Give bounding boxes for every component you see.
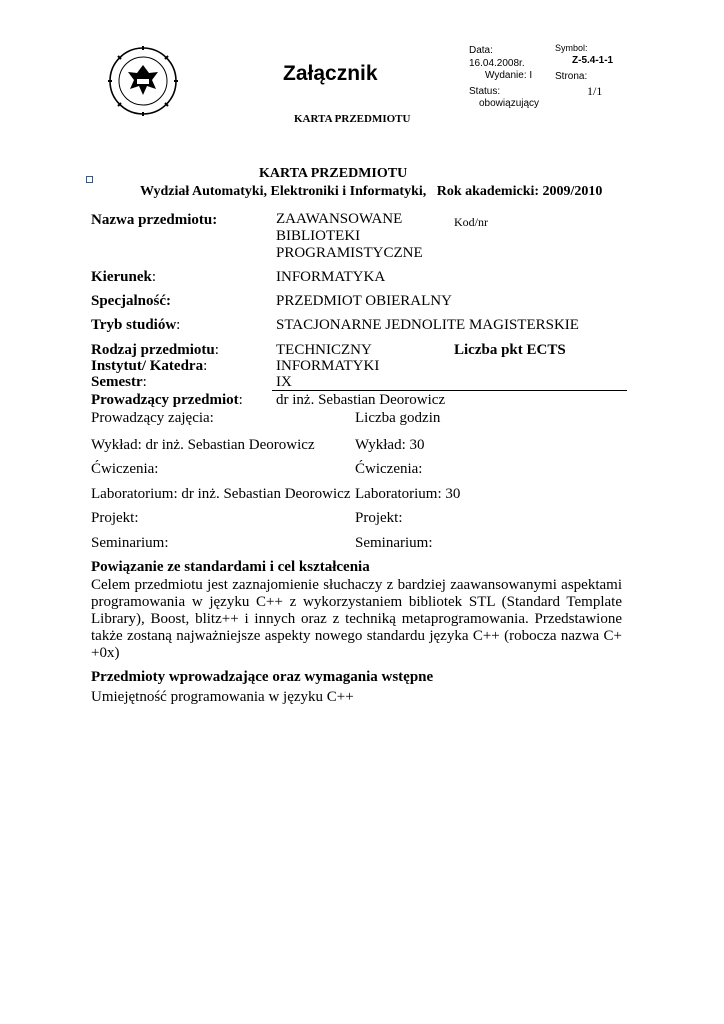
table-row-project-hours: Projekt: bbox=[355, 510, 403, 526]
institute-label: Instytut/ Katedra: bbox=[91, 358, 208, 374]
faculty-line: Wydział Automatyki, Elektroniki i Informatyki, Rok akademicki: 2009/2010 bbox=[140, 184, 603, 199]
table-row-lab-instructor: Laboratorium: dr inż. Sebastian Deorowicz bbox=[91, 486, 351, 502]
page-value: 1/1 bbox=[587, 84, 603, 98]
lecturer-value: dr inż. Sebastian Deorowicz bbox=[276, 392, 446, 408]
course-code-label: Kod/nr bbox=[454, 215, 488, 229]
status-value: obowiązujący bbox=[479, 98, 540, 109]
table-row-exercises-hours: Ćwiczenia: bbox=[355, 461, 423, 477]
symbol-value: Z-5.4-1-1 bbox=[572, 55, 614, 66]
hours-header: Liczba godzin bbox=[355, 410, 441, 426]
table-row-lecture-hours: Wykład: 30 bbox=[355, 437, 425, 453]
semester-value: IX bbox=[276, 374, 292, 390]
goals-heading: Powiązanie ze standardami i cel kształcenia bbox=[91, 559, 370, 575]
table-row-lecture-instructor: Wykład: dr inż. Sebastian Deorowicz bbox=[91, 437, 315, 453]
status-label: Status: bbox=[469, 86, 501, 97]
study-mode-label: Tryb studiów: bbox=[91, 317, 181, 333]
course-name-line: PROGRAMISTYCZNE bbox=[276, 245, 423, 261]
goals-text: Celem przedmiotu jest zaznajomienie słuchaczy z bardziej zaawansowanymi aspektami programowania w języku C++ z wykorzystaniem bibliotek STL (Standard Template Library), Boost, blitz++ i innych oraz z techniką metaprogramowania. Przedstawione także zostaną najważniejsze aspekty nowego standardu języka C++ (robocza nazwa C+ +0x) bbox=[91, 577, 622, 661]
field-of-study-label: Kierunek: bbox=[91, 269, 157, 285]
course-name-line: BIBLIOTEKI bbox=[276, 228, 361, 244]
instructors-header: Prowadzący zajęcia: bbox=[91, 410, 214, 426]
course-name-line: ZAAWANSOWANE bbox=[276, 211, 403, 227]
table-row-seminar-hours: Seminarium: bbox=[355, 535, 433, 551]
course-name-label: Nazwa przedmiotu: bbox=[91, 212, 218, 228]
date-value: 16.04.2008r. bbox=[469, 58, 525, 69]
table-row-project-instructor: Projekt: bbox=[91, 510, 139, 526]
specialization-label: Specjalność: bbox=[91, 293, 171, 309]
field-of-study-value: INFORMATYKA bbox=[276, 269, 386, 285]
table-row-lab-hours: Laboratorium: 30 bbox=[355, 486, 461, 502]
lecturer-label: Prowadzący przedmiot: bbox=[91, 392, 243, 408]
ects-label: Liczba pkt ECTS bbox=[454, 342, 566, 358]
table-row-exercises-instructor: Ćwiczenia: bbox=[91, 461, 159, 477]
divider bbox=[272, 390, 627, 391]
course-type-value: TECHNICZNY bbox=[276, 342, 372, 358]
course-name-value bbox=[276, 211, 423, 262]
edition-value: Wydanie: I bbox=[485, 70, 533, 81]
institute-value: INFORMATYKI bbox=[276, 358, 380, 374]
header-subtitle: KARTA PRZEDMIOTU bbox=[294, 113, 411, 125]
card-title: KARTA PRZEDMIOTU bbox=[259, 166, 408, 181]
university-logo bbox=[108, 45, 178, 117]
document-title: Załącznik bbox=[283, 62, 378, 85]
semester-label: Semestr: bbox=[91, 374, 147, 390]
prerequisites-text: Umiejętność programowania w języku C++ bbox=[91, 689, 354, 705]
course-type-label: Rodzaj przedmiotu: bbox=[91, 342, 219, 358]
specialization-value: PRZEDMIOT OBIERALNY bbox=[276, 293, 452, 309]
date-label: Data: bbox=[469, 45, 493, 56]
table-row-seminar-instructor: Seminarium: bbox=[91, 535, 169, 551]
anchor-marker-icon bbox=[86, 176, 93, 183]
study-mode-value: STACJONARNE JEDNOLITE MAGISTERSKIE bbox=[276, 317, 579, 333]
prerequisites-heading: Przedmioty wprowadzające oraz wymagania wstępne bbox=[91, 669, 434, 685]
symbol-label: Symbol: bbox=[555, 43, 588, 53]
page-label: Strona: bbox=[555, 71, 588, 82]
